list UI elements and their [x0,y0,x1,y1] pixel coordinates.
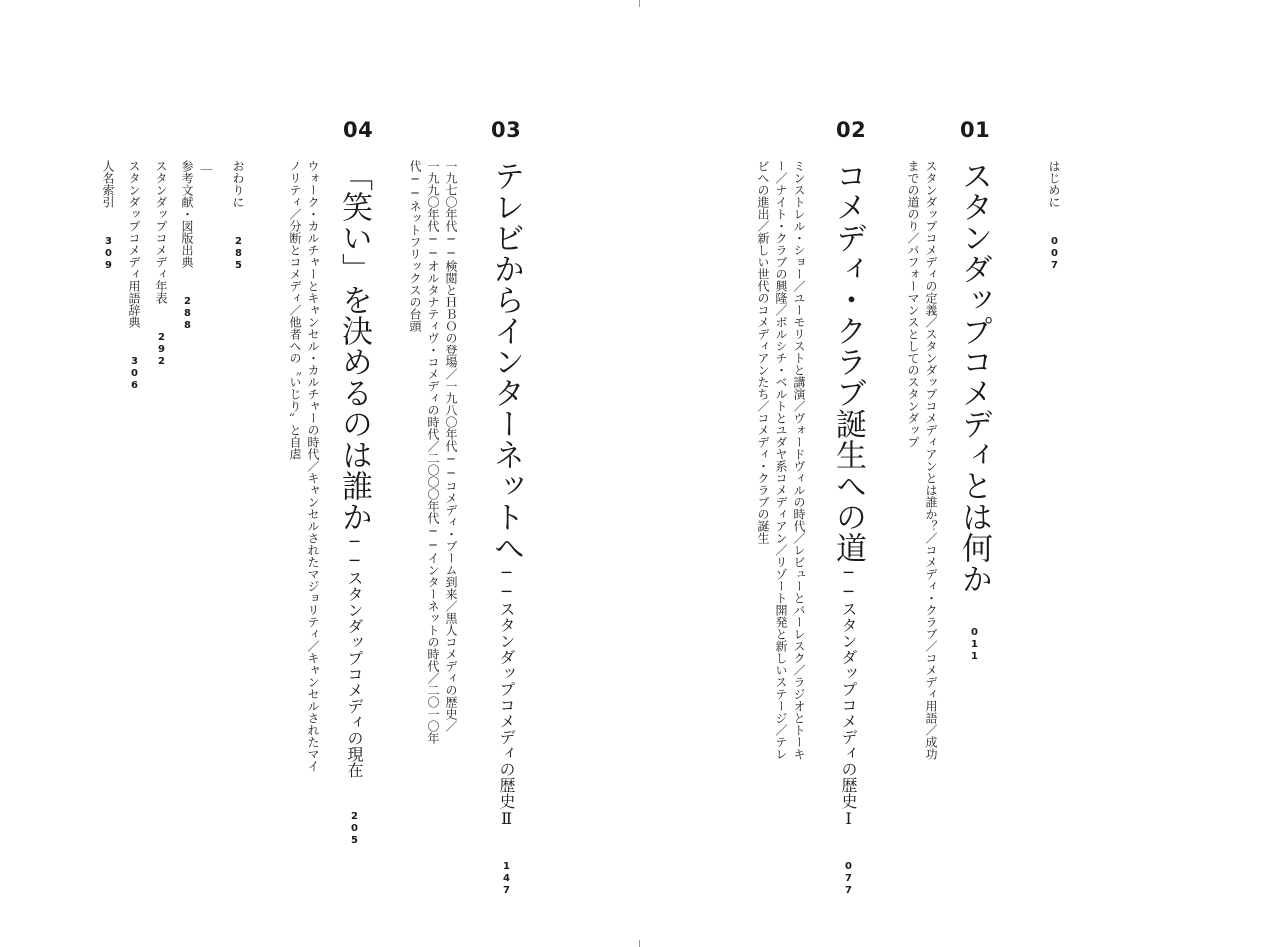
chapter-04-heading[interactable] [336,160,372,847]
chapter-04-section-line: ノリティ／分断とコメディ／他者への〝いじり〟と自虐 [288,160,302,460]
chapter-01-title: スタンダップコメディとは何か [956,160,992,594]
chapter-04-number: 04 [343,118,374,142]
intro-entry[interactable] [1046,160,1063,272]
chapter-02-page-number: 077 [843,861,854,897]
chapter-04-page-number: 205 [349,811,360,847]
afterword-label: おわりに [231,160,245,208]
chapter-02-section-line: ー／ナイト・クラブの興隆／ボルシチ・ベルトとユダヤ系コメディアン／リゾート開発と新しいステージ／テレ [774,160,788,760]
toc-right-page [640,0,1280,947]
chapter-04-title: 「笑い」を決めるのは誰か [336,160,372,532]
chapter-02-sections [754,160,808,760]
chapter-03-sections [406,160,460,744]
chapter-02-heading[interactable] [830,160,866,897]
backmatter-label: 人名索引 [101,160,115,208]
chapter-03-page-number: 147 [501,861,512,897]
chapter-01-number: 01 [960,118,991,142]
intro-label: はじめに [1047,160,1061,208]
section-divider: ｜ [199,163,213,175]
chapter-04-section-line: ウォーク・カルチャーとキャンセル・カルチャーの時代／キャンセルされたマジョリティ／キャンセルされたマイ [306,160,320,772]
chapter-04-subtitle: ──スタンダップコメディの現在 [345,532,364,778]
chapter-02-title: コメディ・クラブ誕生への道 [830,160,866,563]
chapter-02-section-line: ビへの進出／新しい世代のコメディアンたち／コメディ・クラブの誕生 [756,160,770,544]
chapter-01-section-line: までの道のり／パフォーマンスとしてのスタンダップ [906,160,920,448]
chapter-01-section-line: スタンダップコメディの定義／スタンダップコメディアンとは誰か？／コメディ・クラブ／コメディ用語／成功 [924,160,938,760]
chapter-03-section-line: 代──ネットフリックスの台頭 [408,160,422,332]
backmatter-entry[interactable] [126,160,143,392]
backmatter-label: 参考文献・図版出典 [180,160,194,268]
backmatter-page-number: 288 [182,296,193,332]
chapter-03-number: 03 [491,118,522,142]
backmatter-page-number: 306 [129,356,140,392]
backmatter-page-number: 309 [103,236,114,272]
intro-page-number: 007 [1049,236,1060,272]
chapter-02-number: 02 [836,118,867,142]
afterword-entry[interactable] [230,160,247,272]
chapter-01-heading[interactable] [956,160,992,663]
chapter-03-subtitle: ──スタンダップコメディの歴史Ⅱ [497,563,516,828]
chapter-03-title: テレビからインターネットへ [488,160,524,563]
backmatter-entry[interactable] [153,160,170,368]
backmatter-label: スタンダップコメディ年表 [154,160,168,304]
chapter-01-sections [904,160,940,760]
chapter-01-page-number: 011 [969,627,980,663]
backmatter-entry[interactable] [179,160,196,332]
chapter-04-sections [286,160,322,772]
backmatter-entry[interactable] [100,160,117,272]
chapter-02-section-line: ミンストレル・ショー／ユーモリストと講演／ヴォードヴィルの時代／レビューとバーレスク／ラジオとトーキ [792,160,806,760]
chapter-03-heading[interactable] [488,160,524,897]
chapter-03-section-line: 一九七〇年代──検閲とＨＢＯの登場／一九八〇年代──コメディ・ブーム到来／黒人コメディの歴史／ [444,160,458,732]
chapter-02-subtitle: ──スタンダップコメディの歴史Ⅰ [839,563,858,828]
backmatter-page-number: 292 [156,332,167,368]
backmatter-label: スタンダップコメディ用語辞典 [127,160,141,328]
chapter-03-section-line: 一九九〇年代──オルタナティヴ・コメディの時代／二〇〇〇年代──インターネットの時代／二〇一〇年 [426,160,440,744]
afterword-page-number: 285 [233,236,244,272]
